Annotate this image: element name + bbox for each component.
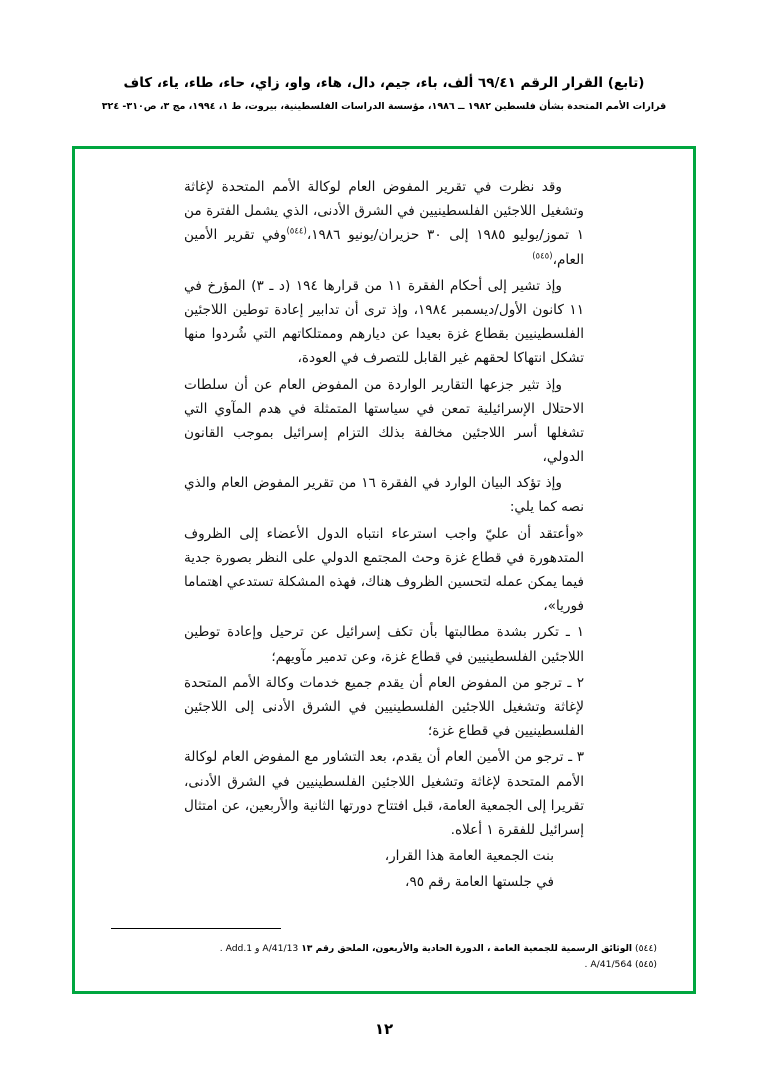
footnote-2-rest: A/41/564 . bbox=[584, 958, 635, 970]
operative-clause-1: ١ ـ تكرر بشدة مطالبتها بأن تكف إسرائيل عن ترحيل وإعادة توطين اللاجئين الفلسطينيين في قطاع غزة، وعن تدمير مآويهم؛ bbox=[184, 624, 584, 665]
paragraph-5-quote: «وأعتقد أن عليّ واجب استرعاء انتباه الدول الأعضاء إلى الظروف المتدهورة في قطاع غزة وحث المجتمع الدولي على النظر بصورة جدية فيما يمكن عمله لتحسين الظروف هناك، فهذه المشكلة تستدعي اهتماما فوريا»، bbox=[184, 525, 584, 615]
footnote-1-marker: (٥٤٤) bbox=[635, 942, 657, 954]
paragraph-1 bbox=[184, 175, 584, 272]
green-border-frame bbox=[72, 146, 696, 994]
header-title: (تابع) القرار الرقم ٦٩/٤١ ألف، باء، جيم، دال، هاء، واو، زاي، حاء، طاء، ياء، كاف bbox=[123, 75, 645, 91]
adoption-line: بنت الجمعية العامة هذا القرار، bbox=[384, 848, 554, 865]
footnote-ref-545: (٥٤٥) bbox=[532, 251, 553, 262]
footnote-separator bbox=[111, 928, 281, 929]
footnote-2-marker: (٥٤٥) bbox=[635, 958, 657, 970]
paragraph-2: وإذ تشير إلى أحكام الفقرة ١١ من قرارها ١٩٤ (د ـ ٣) المؤرخ في ١١ كانون الأول/ديسمبر ١٩٨٤، وإذ ترى أن تدابير إعادة توطين اللاجئين الفلسطينيين بقطاع غزة بعيدا عن ديارهم وممتلكاتهم التي شُردوا منها تشكل انتهاكا لحقهم غير القابل للتصرف في العودة، bbox=[184, 277, 584, 367]
resolution-body bbox=[184, 175, 584, 894]
footnote-1 bbox=[111, 941, 657, 957]
page-header bbox=[0, 0, 768, 113]
paragraph-3: وإذ تثير جزعها التقارير الواردة من المفوض العام عن أن سلطات الاحتلال الإسرائيلية تمعن في سياستها المتمثلة في هدم المآوي التي تشغلها أسر اللاجئين مخالفة بذلك التزام إسرائيل بموجب القانون الدولي، bbox=[184, 376, 584, 466]
header-source-line: قرارات الأمم المتحدة بشأن فلسطين ١٩٨٢ ــ ١٩٨٦، مؤسسة الدراسات الفلسطينية، بيروت، ط ١، ١٩٩٤، مج ٣، ص٣١٠- ٣٢٤ bbox=[101, 100, 667, 112]
operative-clause-3: ٣ ـ ترجو من الأمين العام أن يقدم، بعد التشاور مع المفوض العام لوكالة الأمم المتحدة لإغاثة وتشغيل اللاجئين الفلسطينيين في الشرق الأدنى، تقريرا إلى الجمعية العامة، قبل افتتاح دورتها الثانية والأربعين، عن امتثال إسرائيل للفقرة ١ أعلاه. bbox=[184, 749, 584, 838]
paragraph-1-text: وقد نظرت في تقرير المفوض العام لوكالة الأمم المتحدة لإغاثة وتشغيل اللاجئين الفلسطينيين في الشرق الأدنى، الذي يشمل الفترة من ١ تموز/يوليو ١٩٨٥ إلى ٣٠ حزيران/يونيو ١٩٨٦، bbox=[184, 179, 584, 244]
operative-clause-2: ٢ ـ ترجو من المفوض العام أن يقدم جميع خدمات وكالة الأمم المتحدة لإغاثة وتشغيل اللاجئين الفلسطينيين في الشرق الأدنى إلى اللاجئين الفلسطينيين في قطاع غزة؛ bbox=[184, 674, 584, 740]
footnote-1-title: الوثائق الرسمية للجمعية العامة ، الدورة الحادية والأربعون، الملحق رقم ١٣ bbox=[301, 942, 633, 954]
footnote-1-rest: A/41/13 و Add.1 . bbox=[219, 942, 302, 954]
footnote-ref-544: (٥٤٤) bbox=[286, 226, 307, 237]
page-number: ١٢ bbox=[374, 1020, 394, 1038]
meeting-line: في جلستها العامة رقم ٩٥، bbox=[405, 874, 554, 891]
paragraph-1-tail: وفي تقرير الأمين العام، bbox=[184, 227, 584, 268]
paragraph-4: وإذ تؤكد البيان الوارد في الفقرة ١٦ من تقرير المفوض العام والذي نصه كما يلي: bbox=[184, 475, 584, 516]
footnote-2 bbox=[111, 957, 657, 973]
frame-content bbox=[75, 149, 693, 991]
footnotes-block bbox=[111, 941, 657, 973]
